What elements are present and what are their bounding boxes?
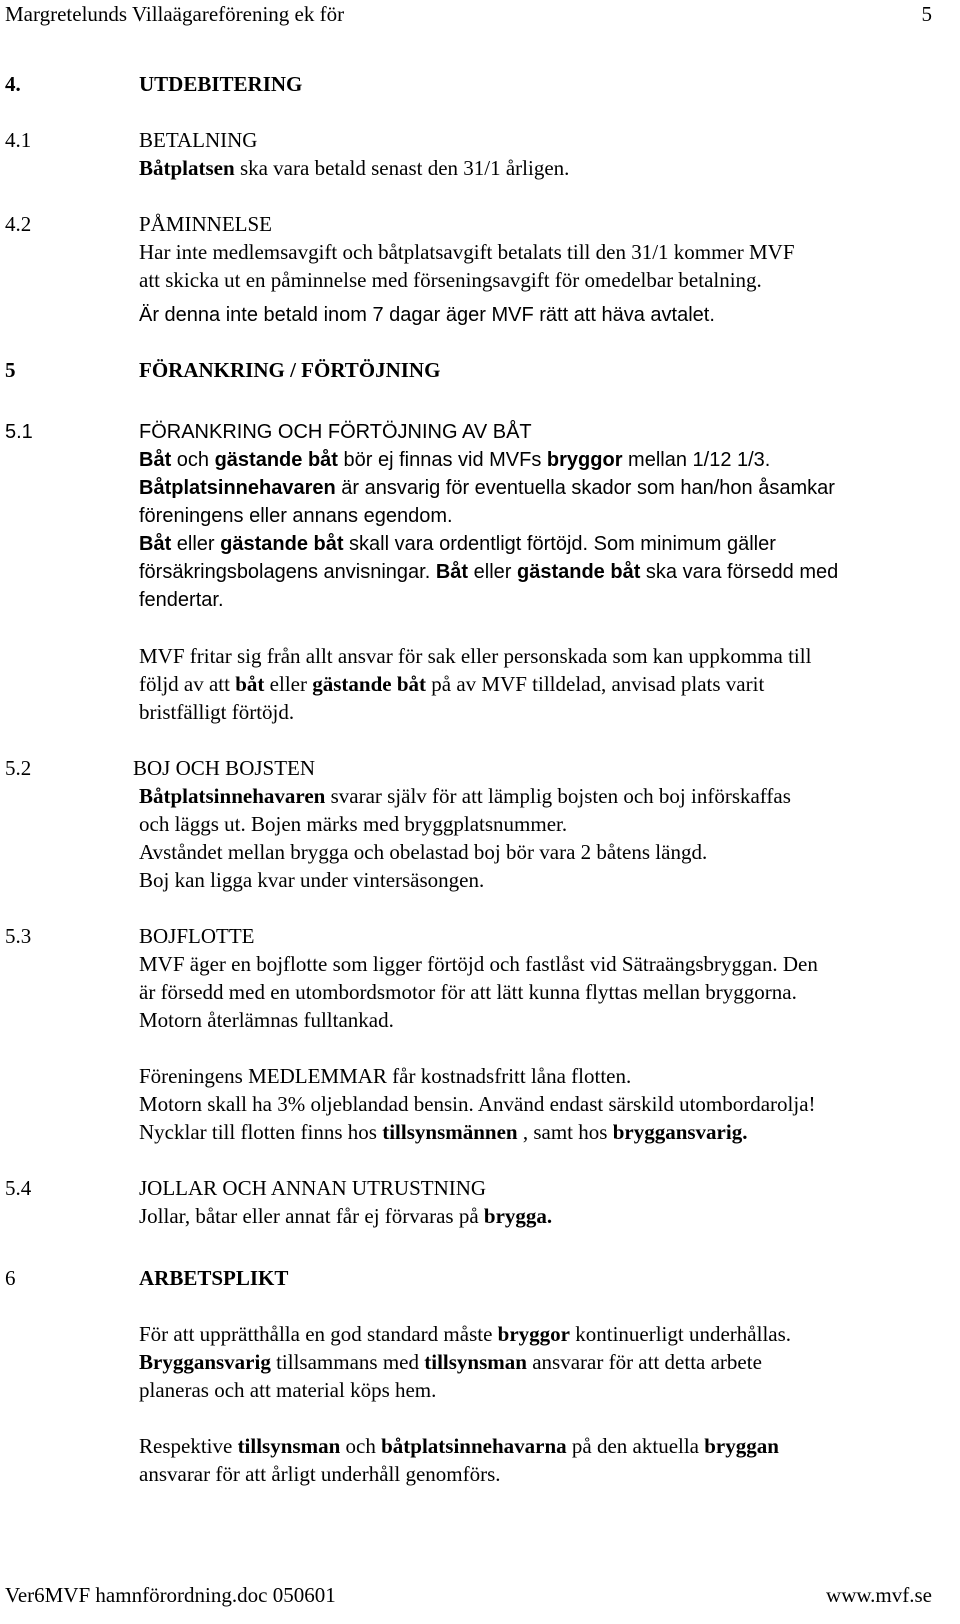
paragraph-line: och läggs ut. Bojen märks med bryggplatsnummer. — [139, 812, 568, 836]
paragraph-line: Motorn skall ha 3% oljeblandad bensin. Använd endast särskild utombordarolja! — [139, 1092, 816, 1116]
header-title: Margretelunds Villaägareförening ek för — [5, 2, 345, 26]
paragraph-line: Båtplatsen ska vara betald senast den 31/1 årligen. — [139, 156, 570, 180]
paragraph-line: är försedd med en utombordsmotor för att lätt kunna flyttas mellan bryggorna. — [139, 980, 797, 1004]
paragraph-line: Båt eller gästande båt skall vara ordentligt förtöjd. Som minimum gäller — [139, 533, 776, 555]
subsection-title: BOJ OCH BOJSTEN — [133, 756, 316, 780]
paragraph-line: Båt och gästande båt bör ej finnas vid MVFs bryggor mellan 1/12 1/3. — [139, 449, 771, 471]
subsection-title: PÅMINNELSE — [139, 212, 273, 236]
paragraph-line: planeras och att material köps hem. — [139, 1378, 437, 1402]
footer-website: www.mvf.se — [826, 1583, 932, 1607]
paragraph-line: MVF fritar sig från allt ansvar för sak eller personskada som kan uppkomma till — [139, 644, 812, 668]
subsection-number: 5.2 — [5, 756, 32, 780]
section-number: 5 — [5, 358, 16, 382]
subsection-title: JOLLAR OCH ANNAN UTRUSTNING — [139, 1176, 487, 1200]
paragraph-line: Respektive tillsynsman och båtplatsinnehavarna på den aktuella bryggan — [139, 1434, 779, 1458]
page-number: 5 — [921, 2, 932, 26]
paragraph-line: För att upprätthålla en god standard måste bryggor kontinuerligt underhållas. — [139, 1322, 792, 1346]
subsection-number: 5.1 — [5, 421, 33, 443]
subsection-title: FÖRANKRING OCH FÖRTÖJNING AV BÅT — [139, 421, 532, 443]
subsection-title: BETALNING — [139, 128, 258, 152]
subsection-number: 5.3 — [5, 924, 32, 948]
paragraph-line: följd av att båt eller gästande båt på av MVF tilldelad, anvisad plats varit — [139, 672, 765, 696]
paragraph-line: Båtplatsinnehavaren svarar själv för att lämplig bojsten och boj införskaffas — [139, 784, 791, 808]
paragraph-line: Jollar, båtar eller annat får ej förvaras på brygga. — [139, 1204, 553, 1228]
paragraph-line: Båtplatsinnehavaren är ansvarig för eventuella skador som han/hon åsamkar — [139, 477, 835, 499]
section-title: FÖRANKRING / FÖRTÖJNING — [139, 358, 441, 382]
paragraph-line: Bryggansvarig tillsammans med tillsynsman ansvarar för att detta arbete — [139, 1350, 762, 1374]
paragraph-line: att skicka ut en påminnelse med förseningsavgift för omedelbar betalning. — [139, 268, 762, 292]
paragraph-line: fendertar. — [139, 589, 224, 611]
paragraph-line: ansvarar för att årligt underhåll genomförs. — [139, 1462, 501, 1486]
paragraph-line: föreningens eller annans egendom. — [139, 505, 453, 527]
paragraph-line: Motorn återlämnas fulltankad. — [139, 1008, 394, 1032]
paragraph-line: Boj kan ligga kvar under vintersäsongen. — [139, 868, 485, 892]
section-number: 6 — [5, 1266, 16, 1290]
paragraph-line: försäkringsbolagens anvisningar. Båt eller gästande båt ska vara försedd med — [139, 561, 839, 583]
paragraph-line: Föreningens MEDLEMMAR får kostnadsfritt låna flotten. — [139, 1064, 632, 1088]
paragraph-line: Har inte medlemsavgift och båtplatsavgift betalats till den 31/1 kommer MVF — [139, 240, 795, 264]
section-number: 4. — [5, 72, 21, 96]
paragraph-line: Nycklar till flotten finns hos tillsynsmännen , samt hos bryggansvarig. — [139, 1120, 748, 1144]
section-title: ARBETSPLIKT — [139, 1266, 289, 1290]
section-title: UTDEBITERING — [139, 72, 303, 96]
footer-document-name: Ver6MVF hamnförordning.doc 050601 — [5, 1583, 336, 1607]
subsection-number: 5.4 — [5, 1176, 32, 1200]
subsection-number: 4.2 — [5, 212, 32, 236]
paragraph-line: Är denna inte betald inom 7 dagar äger MVF rätt att häva avtalet. — [139, 304, 715, 326]
subsection-title: BOJFLOTTE — [139, 924, 255, 948]
subsection-number: 4.1 — [5, 128, 32, 152]
paragraph-line: Avståndet mellan brygga och obelastad boj bör vara 2 båtens längd. — [139, 840, 708, 864]
paragraph-line: bristfälligt förtöjd. — [139, 700, 295, 724]
paragraph-line: MVF äger en bojflotte som ligger förtöjd och fastlåst vid Sätraängsbryggan. Den — [139, 952, 818, 976]
